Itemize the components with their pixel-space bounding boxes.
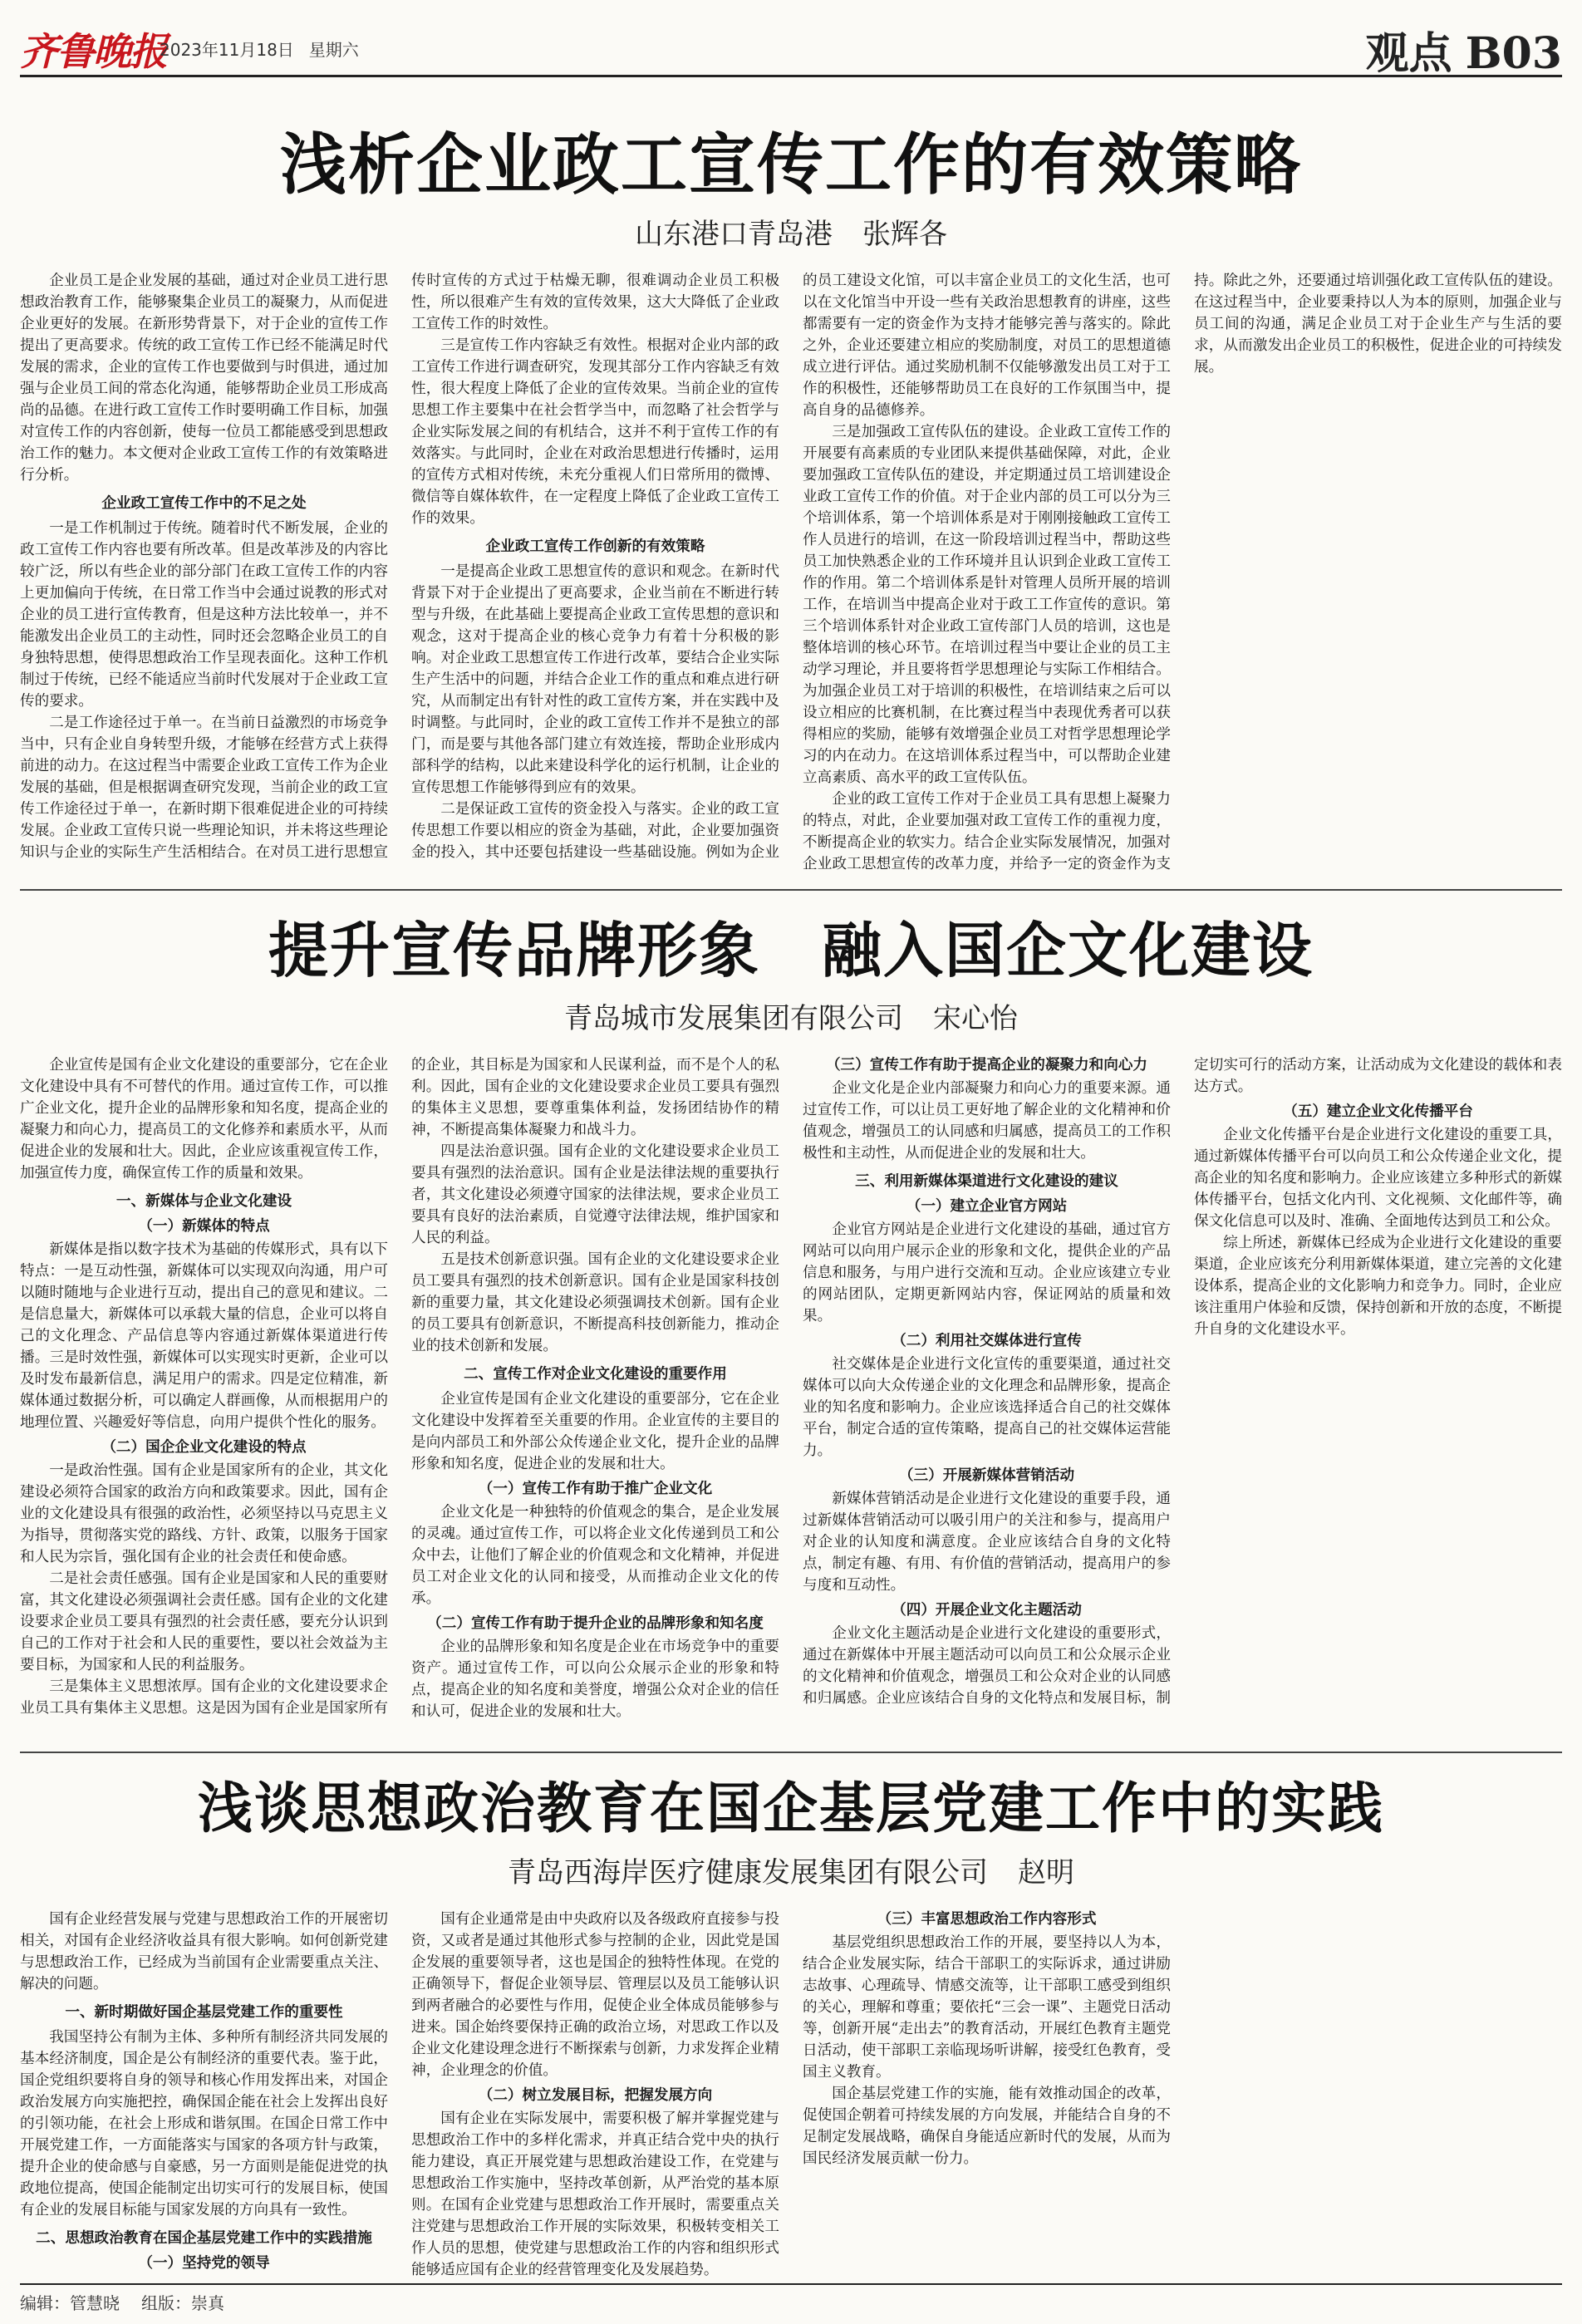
byline-author: 赵明 [1018,1856,1074,1889]
sub-subheading: （一）宣传工作有助于推广企业文化 [478,1481,713,1497]
paragraph: 基层党组织思想政治工作的开展，要坚持以人为本，结合企业发展实际，结合干部职工的实际诉求，通过讲励志故事、心理疏导、情感交流等，让干部职工感受到组织的关心，理解和尊重；要依托“三会一课”、主题党日活动等，创新开展“走出去”的教育活动，开展红色教育主题党日活动，使干部职工亲临现场听讲解，接受红色教育，受国主义教育。 [803,1934,1171,2081]
layout-credit: 组版：崇真 [141,2293,224,2313]
sub-subheading: （五）建立企业文化传播平台 [1283,1103,1473,1120]
sub-subheading: （三）宣传工作有助于提高企业的凝聚力和向心力 [825,1057,1148,1074]
paragraph: 新媒体是指以数字技术为基础的传媒形式，具有以下特点：一是互动性强，新媒体可以实现双向沟通，用户可以随时随地与企业进行互动，提出自己的意见和建议。二是信息量大，新媒体可以承载大量的信息，企业可以将自己的文化理念、产品信息等内容通过新媒体渠道进行传播。三是时效性强，新媒体可以实现实时更新，企业可以及时发布最新信息，满足用户的需求。四是定位精准，新媒体通过数据分析，可以确定人群画像，从而根据用户的地理位置、兴趣爱好等信息，向用户提供个性化的服务。 [20,1241,388,1431]
sub-subheading: （二）国企企业文化建设的特点 [101,1439,307,1456]
paragraph: 国有企业经营发展与党建与思想政治工作的开展密切相关，对国有企业经济收益具有很大影响。如何创新党建与思想政治工作，已经成为当前国有企业需要重点关注、解决的问题。 [20,1911,388,1992]
paragraph: 二是社会责任感强。国有企业是国家和人民的重要财富，其文化建设必须强调社会责任感。国有企业的文化建设要求企业员工要具有强烈的社会责任感，要充分认识到自己的工作对于社会和人民的重要性，要以社会效益为主要目标，为国家和人民的利益服务。 [20,1570,388,1673]
issue-date [160,37,359,61]
sub-subheading: （二）宣传工作有助于提升企业的品牌形象和知名度 [427,1615,764,1632]
page-footer [20,2283,1562,2314]
paragraph: 我国坚持公有制为主体、多种所有制经济共同发展的基本经济制度，国企是公有制经济的重要代表。鉴于此，国企党组织要将自身的领导和核心作用发挥出来，对国企政治发展方向实施把控，确保国企能在社会上发挥出良好的引领功能，在社会上形成和谐氛围。在国企日常工作中开展党建工作，一方面能落实与国家的各项方针与政策，提升企业的使命感与自豪感，另一方面则是能促进党的执政地位提高，使国企能制定出切实可行的发展目标，使国有企业的发展目标能与国家发展的方向具有一致性。 [20,2029,388,2218]
article-3 [20,1771,1562,2282]
paragraph: 国有企业在实际发展中，需要积极了解并掌握党建与思想政治工作中的多样化需求，并真正结合党中央的执行能力建设，真正开展党建与思想政治建设工作，在党建与思想政治工作实施中，坚持改革创新，从严治党的基本原则。在国有企业党建与思想政治工作开展时，需要重点关注党建与思想政治工作开展的实际效果，积极转变相关工作人员的思想，使党建与思想政治工作的内容和组织形式能够适应国有企业的经营管理变化及发展趋势。 [411,2110,779,2278]
subheading: 三、利用新媒体渠道进行文化建设的建议 [855,1173,1118,1190]
paragraph: 三是宣传工作内容缺乏有效性。根据对企业内部的政工宣传工作进行调查研究，发现其部分工作内容缺乏有效性，很大程度上降低了企业的宣传效果。当前企业的宣传思想工作主要集中在社会哲学当中，而忽略了社会哲学与企业实际发展之间的有机结合，这并不利于宣传工作的有效落实。与此同时，企业在对政治思想进行传播时，运用的宣传方式相对传统，未充分重视人们日常所用的微博、微信等自媒体软件，在一定程度上降低了企业政工宣传工作的效果。 [411,337,779,527]
paragraph: 企业文化是企业内部凝聚力和向心力的重要来源。通过宣传工作，可以让员工更好地了解企业的文化精神和价值观念，增强员工的认同感和归属感，提高员工的工作积极性和主动性，从而促进企业的发展和壮大。 [803,1080,1171,1162]
article-1 [20,123,1562,883]
paragraph: 企业文化主题活动是企业进行文化建设的重要形式，通过在新媒体中开展主题活动可以向员工和公众展示企业的文化精神和价值观念，增强员工和公众对企业的认同感和归属感。企业应该结合自身的文化特点和发展目标，制定切实可行的活动方案，让活动成为文化建设的载体和表达方式。 [803,1057,1562,1707]
paragraph: 企业宣传是国有企业文化建设的重要部分，它在企业文化建设中发挥着至关重要的作用。企业宣传的主要目的是向内部员工和外部公众传递企业文化，提升企业的品牌形象和知名度，促进企业的发展和壮大。 [411,1391,779,1472]
sub-subheading: （三）丰富思想政治工作内容形式 [877,1911,1097,1928]
paragraph: 国企基层党建工作的实施，能有效推动国企的改革，促使国企朝着可持续发展的方向发展，并能结合自身的不足制定发展战略，确保自身能适应新时代的发展，从而为国民经济发展贡献一份力。 [803,2086,1171,2167]
subheading: 一、新媒体与企业文化建设 [115,1193,292,1210]
section-name: 观点 [1365,28,1452,79]
sub-subheading: （四）开展企业文化主题活动 [892,1602,1082,1619]
byline-org: 青岛城市发展集团有限公司 [564,1002,903,1035]
sub-subheading: （二）树立发展目标，把握发展方向 [478,2087,713,2104]
paragraph: 二是工作途径过于单一。在当前日益激烈的市场竞争当中，只有企业自身转型升级，才能够在经营方式上获得前进的动力。在这过程当中需要企业政工宣传工作为企业发展的基础，但是根据调查研究发现，当前企业的政工宣传工作途径过于单一，在新时期下很难促进企业的可持续发展。企业政工宣传只说一些理论知识，并未将这些理论知识与企业的实际生产生活相结合。在对员工进行思想宣传时宣传的方式过于枯燥无聊，很难调动企业员工积极性，所以很难产生有效的宣传效果，这大大降低了企业政工宣传工作的时效性。 [20,273,779,861]
paragraph: 新媒体营销活动是企业进行文化建设的重要手段，通过新媒体营销活动可以吸引用户的关注和参与，提高用户对企业的认知度和满意度。企业应该结合自身的文化特点，制定有趣、有用、有价值的营销活动，提高用户的参与度和互动性。 [803,1491,1171,1594]
byline-author: 张辉各 [862,218,947,251]
sub-subheading: （一）建立企业官方网站 [906,1198,1068,1215]
article-body [20,1909,1562,2282]
subheading: 企业政工宣传工作创新的有效策略 [485,538,705,555]
paragraph: 二是保证政工宣传的资金投入与落实。企业的政工宣传思想工作要以相应的资金为基础，对此，企业要加强资金的投入，其中还要包括建设一些基础设施。例如为企业的员工建设文化馆，可以丰富企业员工的文化生活，也可以在文化馆当中开设一些有关政治思想教育的讲座，这些都需要有一定的资金作为支持才能够完善与落实的。除此之外，企业还要建立相应的奖励制度，对员工的思想道德成立进行评估。通过奖励机制不仅能够激发出员工对于工作的积极性，还能够帮助员工在良好的工作氛围当中，提高自身的品德修养。 [411,273,1171,861]
paragraph: 三是集体主义思想浓厚。国有企业的文化建设要求企业员工具有集体主义思想。这是因为国有企业是国家所有的企业，其目标是为国家和人民谋利益，而不是个人的私利。因此，国有企业的文化建设要求企业员工要具有强烈的集体主义思想，要尊重集体利益，发扬团结协作的精神，不断提高集体凝聚力和战斗力。 [20,1057,779,1717]
paragraph: 一是提高企业政工思想宣传的意识和观念。在新时代背景下对于企业提出了更高要求，企业当前在不断进行转型与升级，在此基础上要提高企业政工宣传思想的意识和观念，这对于提高企业的核心竞争力有着十分积极的影响。对企业政工思想宣传工作进行改革，要结合企业实际生产生活中的问题，并结合企业工作的重点和难点进行研究，从而制定出有针对性的政工宣传方案，并在实践中及时调整。与此同时，企业的政工宣传工作并不是独立的部门，而是要与其他各部门建立有效连接，帮助企业形成内部科学的结构，以此来建设科学化的运行机制，让企业的宣传思想工作能够得到应有的效果。 [411,563,779,796]
paragraph: 三是加强政工宣传队伍的建设。企业政工宣传工作的开展要有高素质的专业团队来提供基础保障，对此，企业要加强政工宣传队伍的建设，并定期通过员工培训建设企业政工宣传工作的价值。对于企业内部的员工可以分为三个培训体系，第一个培训体系是对于刚刚接触政工宣传工作人员进行的培训，在这一阶段培训过程当中，帮助这些员工加快熟悉企业的工作环境并且认识到企业政工宣传工作的作用。第二个培训体系是针对管理人员所开展的培训工作，在培训当中提高企业对于政工工作宣传的意识。第三个培训体系针对企业政工宣传部门人员的培训，这也是整体培训的核心环节。在培训过程当中要让企业的员工主动学习理论，并且要将哲学思想理论与实际工作相结合。为加强企业员工对于培训的积极性，在培训结束之后可以设立相应的比赛机制，在比赛过程当中表现优秀者可以获得相应的奖励，能够有效增强企业员工对哲学思想理论学习的内在动力。在这培训体系过程当中，可以帮助企业建立高素质、高水平的政工宣传队伍。 [803,424,1171,786]
article-body [20,1054,1562,1729]
article-2 [20,911,1562,1729]
weekday-text: 星期六 [308,40,359,60]
paragraph: 四是法治意识强。国有企业的文化建设要求企业员工要具有强烈的法治意识。国有企业是法律法规的重要执行者，其文化建设必须遵守国家的法律法规，要求企业员工要具有良好的法治素质，自觉遵守法律法规，维护国家和人民的利益。 [411,1143,779,1246]
page-code: B03 [1465,28,1562,79]
byline-author: 宋心怡 [933,1002,1018,1035]
date-text: 2023年11月18日 [160,40,294,60]
masthead [20,15,1562,77]
paragraph: 企业宣传是国有企业文化建设的重要部分，它在企业文化建设中具有不可替代的作用。通过宣传工作，可以推广企业文化，提升企业的品牌形象和知名度，提高企业的凝聚力和向心力，提高员工的文化修养和素质水平，从而促进企业的发展和壮大。因此，企业应该重视宣传工作，加强宣传力度，确保宣传工作的质量和效果。 [20,1057,388,1182]
article-byline [20,211,1562,252]
subheading: 一、新时期做好国企基层党建工作的重要性 [65,2004,343,2021]
paragraph: 一是工作机制过于传统。随着时代不断发展，企业的政工宣传工作内容也要有所改革。但是改革涉及的内容比较广泛，所以有些企业的部分部门在政工宣传工作的内容上更加偏向于传统，在日常工作当中会通过说教的形式对企业的员工进行宣传教育，但是这种方法比较单一，并不能激发出企业员工的主动性，同时还会忽略企业员工的自身独特思想，使得思想政治工作呈现表面化。这种工作机制过于传统，已经不能适应当前时代发展对于企业政工宣传的要求。 [20,520,388,710]
sub-subheading: （三）开展新媒体营销活动 [898,1467,1075,1484]
section-divider [20,889,1562,891]
paragraph: 五是技术创新意识强。国有企业的文化建设要求企业员工要具有强烈的技术创新意识。国有企业是国家科技创新的重要力量，其文化建设必须强调技术创新。国有企业的员工要具有创新意识，不断提高科技创新能力，推动企业的技术创新和发展。 [411,1251,779,1354]
paragraph: 一是政治性强。国有企业是国家所有的企业，其文化建设必须符合国家的政治方向和政策要求。因此，国有企业的文化建设具有很强的政治性，必须坚持以马克思主义为指导，贯彻落实党的路线、方针、政策，以服务于国家和人民为宗旨，强化国有企业的社会责任和使命感。 [20,1462,388,1565]
article-byline [20,1850,1562,1890]
sub-subheading: （二）利用社交媒体进行宣传 [892,1333,1082,1349]
paragraph: 企业的品牌形象和知名度是企业在市场竞争中的重要资产。通过宣传工作，可以向公众展示企业的形象和特点，提高企业的知名度和美誉度，增强公众对企业的信任和认可，促进企业的发展和壮大。 [411,1639,779,1720]
subheading: 企业政工宣传工作中的不足之处 [101,495,307,512]
section-divider [20,1752,1562,1753]
editor-credit: 编辑：管慧晓 [20,2293,120,2313]
article-headline: 浅析企业政工宣传工作的有效策略 [280,125,1302,204]
subheading: 二、思想政治教育在国企基层党建工作中的实践措施 [36,2230,372,2247]
byline-org: 山东港口青岛港 [635,218,833,251]
paragraph: 综上所述，新媒体已经成为企业进行文化建设的重要渠道，企业应该充分利用新媒体渠道，建立完善的文化建设体系，提高企业的文化影响力和竞争力。同时，企业应该注重用户体验和反馈，保持创新和开放的态度，不断提升自身的文化建设水平。 [1194,1235,1562,1338]
article-headline: 提升宣传品牌形象 融入国企文化建设 [268,915,1314,985]
paragraph: 社交媒体是企业进行文化宣传的重要渠道，通过社交媒体可以向大众传递企业的文化理念和品牌形象，提高企业的知名度和影响力。企业应该选择适合自己的社交媒体平台，制定合适的宣传策略，提高自己的社交媒体运营能力。 [803,1356,1171,1459]
paragraph: 企业文化是一种独特的价值观念的集合，是企业发展的灵魂。通过宣传工作，可以将企业文化传递到员工和公众中去，让他们了解企业的价值观念和文化精神，并促进员工对企业文化的认同和接受，从而推动企业文化的传承。 [411,1504,779,1607]
newspaper-logo: 齐鲁晚报 [20,29,166,74]
paragraph: 企业的政工宣传工作对于企业员工具有思想上凝聚力的特点，对此，企业要加强对政工宣传工作的重视力度，不断提高企业的软实力。结合企业实际发展情况，加强对企业政工思想宣传的改革力度，并给予一定的资金作为支持。除此之外，还要通过培训强化政工宣传队伍的建设。在这过程当中，企业要秉持以人为本的原则，加强企业与员工间的沟通，满足企业员工对于企业生产与生活的要求，从而激发出企业员工的积极性，促进企业的可持续发展。 [803,273,1562,872]
paragraph: 企业官方网站是企业进行文化建设的基础，通过官方网站可以向用户展示企业的形象和文化，提供企业的产品信息和服务，与用户进行交流和互动。企业应该建立专业的网站团队，定期更新网站内容，保证网站的质量和效果。 [803,1221,1171,1324]
byline-org: 青岛西海岸医疗健康发展集团有限公司 [508,1856,988,1889]
paragraph: 国有企业通常是由中央政府以及各级政府直接参与投资，又或者是通过其他形式参与控制的企业，因此党是国企发展的重要领导者，这也是国企的独特性体现。在党的正确领导下，督促企业领导层、管理层以及员工能够认识到两者融合的必要性与作用，促使企业全体成员能够参与进来。国企始终要保持正确的政治立场，对思政工作以及企业文化建设理念进行不断探索与创新，力求发挥企业精神，企业理念的价值。 [411,1911,779,2079]
article-headline: 浅谈思想政治教育在国企基层党建工作中的实践 [198,1776,1384,1840]
sub-subheading: （一）坚持党的领导 [138,2255,270,2272]
paragraph: 企业文化传播平台是企业进行文化建设的重要工具，通过新媒体传播平台可以向员工和公众传递企业文化，提高企业的知名度和影响力。企业应该建立多种形式的新媒体传播平台，包括文化内刊、文化视频、文化邮件等，确保文化信息可以及时、准确、全面地传达到员工和公众。 [1194,1127,1562,1230]
subheading: 二、宣传工作对企业文化建设的重要作用 [464,1366,727,1383]
paragraph: 企业员工是企业发展的基础，通过对企业员工进行思想政治教育工作，能够聚集企业员工的凝聚力，从而促进企业更好的发展。在新形势背景下，对于企业的宣传工作提出了更高要求。传统的政工宣传工作已经不能满足时代发展的需求，企业的宣传工作也要做到与时俱进，通过加强与企业员工间的常态化沟通，能够帮助企业员工形成高尚的品德。在进行政工宣传工作时要明确工作目标，加强对宣传工作的内容创新，使每一位员工都能感受到思想政治工作的魅力。本文便对企业政工宣传工作的有效策略进行分析。 [20,273,388,484]
article-byline [20,995,1562,1036]
section-label [1366,18,1562,81]
article-body [20,270,1562,883]
sub-subheading: （一）新媒体的特点 [138,1218,270,1235]
